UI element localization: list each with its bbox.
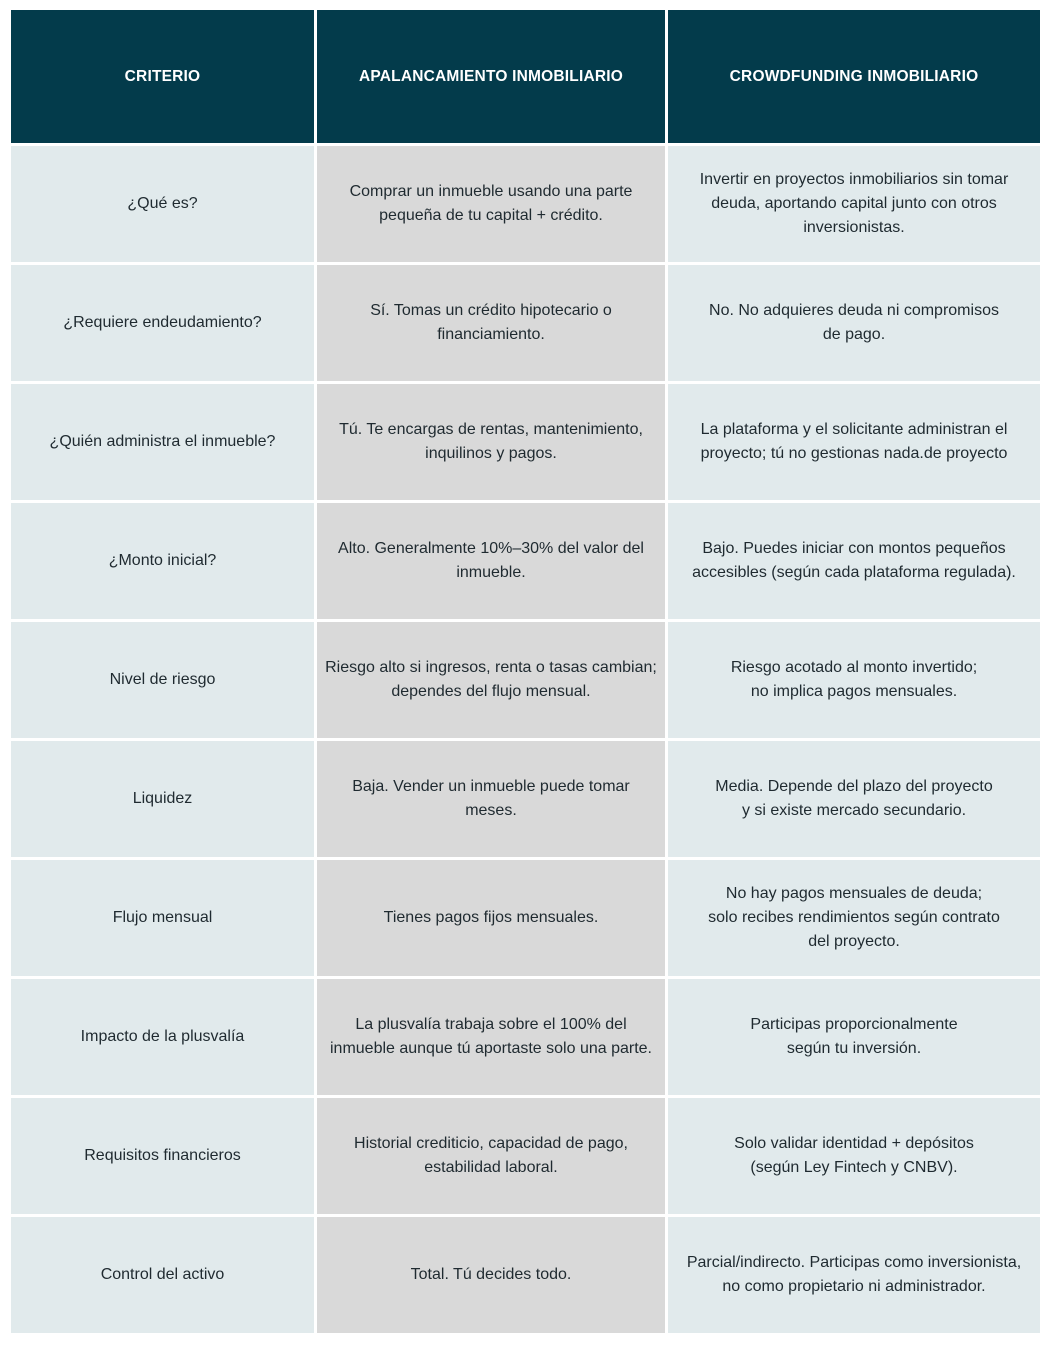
- header-crowdfunding: CROWDFUNDING INMOBILIARIO: [668, 10, 1040, 143]
- row-criterio: ¿Qué es?: [11, 146, 314, 262]
- row-apalancamiento: Riesgo alto si ingresos, renta o tasas cambian; dependes del flujo mensual.: [317, 622, 665, 738]
- row-apalancamiento: Baja. Vender un inmueble puede tomar meses.: [317, 741, 665, 857]
- row-crowdfunding: Parcial/indirecto. Participas como inversionista, no como propietario ni administrador.: [668, 1217, 1040, 1333]
- row-apalancamiento: Alto. Generalmente 10%–30% del valor del inmueble.: [317, 503, 665, 619]
- row-crowdfunding: La plataforma y el solicitante administran el proyecto; tú no gestionas nada.de proyecto: [668, 384, 1040, 500]
- row-criterio: Nivel de riesgo: [11, 622, 314, 738]
- row-crowdfunding: Media. Depende del plazo del proyecto y si existe mercado secundario.: [668, 741, 1040, 857]
- header-criterio: CRITERIO: [11, 10, 314, 143]
- row-apalancamiento: Historial crediticio, capacidad de pago, estabilidad laboral.: [317, 1098, 665, 1214]
- row-apalancamiento: Tienes pagos fijos mensuales.: [317, 860, 665, 976]
- row-criterio: Impacto de la plusvalía: [11, 979, 314, 1095]
- row-criterio: Flujo mensual: [11, 860, 314, 976]
- row-crowdfunding: Bajo. Puedes iniciar con montos pequeños accesibles (según cada plataforma regulada).: [668, 503, 1040, 619]
- row-apalancamiento: Sí. Tomas un crédito hipotecario o financiamiento.: [317, 265, 665, 381]
- row-apalancamiento: Tú. Te encargas de rentas, mantenimiento, inquilinos y pagos.: [317, 384, 665, 500]
- row-crowdfunding: Invertir en proyectos inmobiliarios sin tomar deuda, aportando capital junto con otros inversionistas.: [668, 146, 1040, 262]
- row-crowdfunding: Participas proporcionalmente según tu inversión.: [668, 979, 1040, 1095]
- row-criterio: Requisitos financieros: [11, 1098, 314, 1214]
- row-criterio: Control del activo: [11, 1217, 314, 1333]
- row-crowdfunding: Riesgo acotado al monto invertido; no implica pagos mensuales.: [668, 622, 1040, 738]
- row-apalancamiento: La plusvalía trabaja sobre el 100% del inmueble aunque tú aportaste solo una parte.: [317, 979, 665, 1095]
- row-criterio: ¿Requiere endeudamiento?: [11, 265, 314, 381]
- row-apalancamiento: Total. Tú decides todo.: [317, 1217, 665, 1333]
- row-crowdfunding: No. No adquieres deuda ni compromisos de pago.: [668, 265, 1040, 381]
- row-crowdfunding: Solo validar identidad + depósitos (según Ley Fintech y CNBV).: [668, 1098, 1040, 1214]
- header-apalancamiento: APALANCAMIENTO INMOBILIARIO: [317, 10, 665, 143]
- row-criterio: Liquidez: [11, 741, 314, 857]
- row-apalancamiento: Comprar un inmueble usando una parte pequeña de tu capital + crédito.: [317, 146, 665, 262]
- row-crowdfunding: No hay pagos mensuales de deuda; solo recibes rendimientos según contrato del proyecto.: [668, 860, 1040, 976]
- row-criterio: ¿Quién administra el inmueble?: [11, 384, 314, 500]
- row-criterio: ¿Monto inicial?: [11, 503, 314, 619]
- comparison-table: [11, 10, 1040, 1333]
